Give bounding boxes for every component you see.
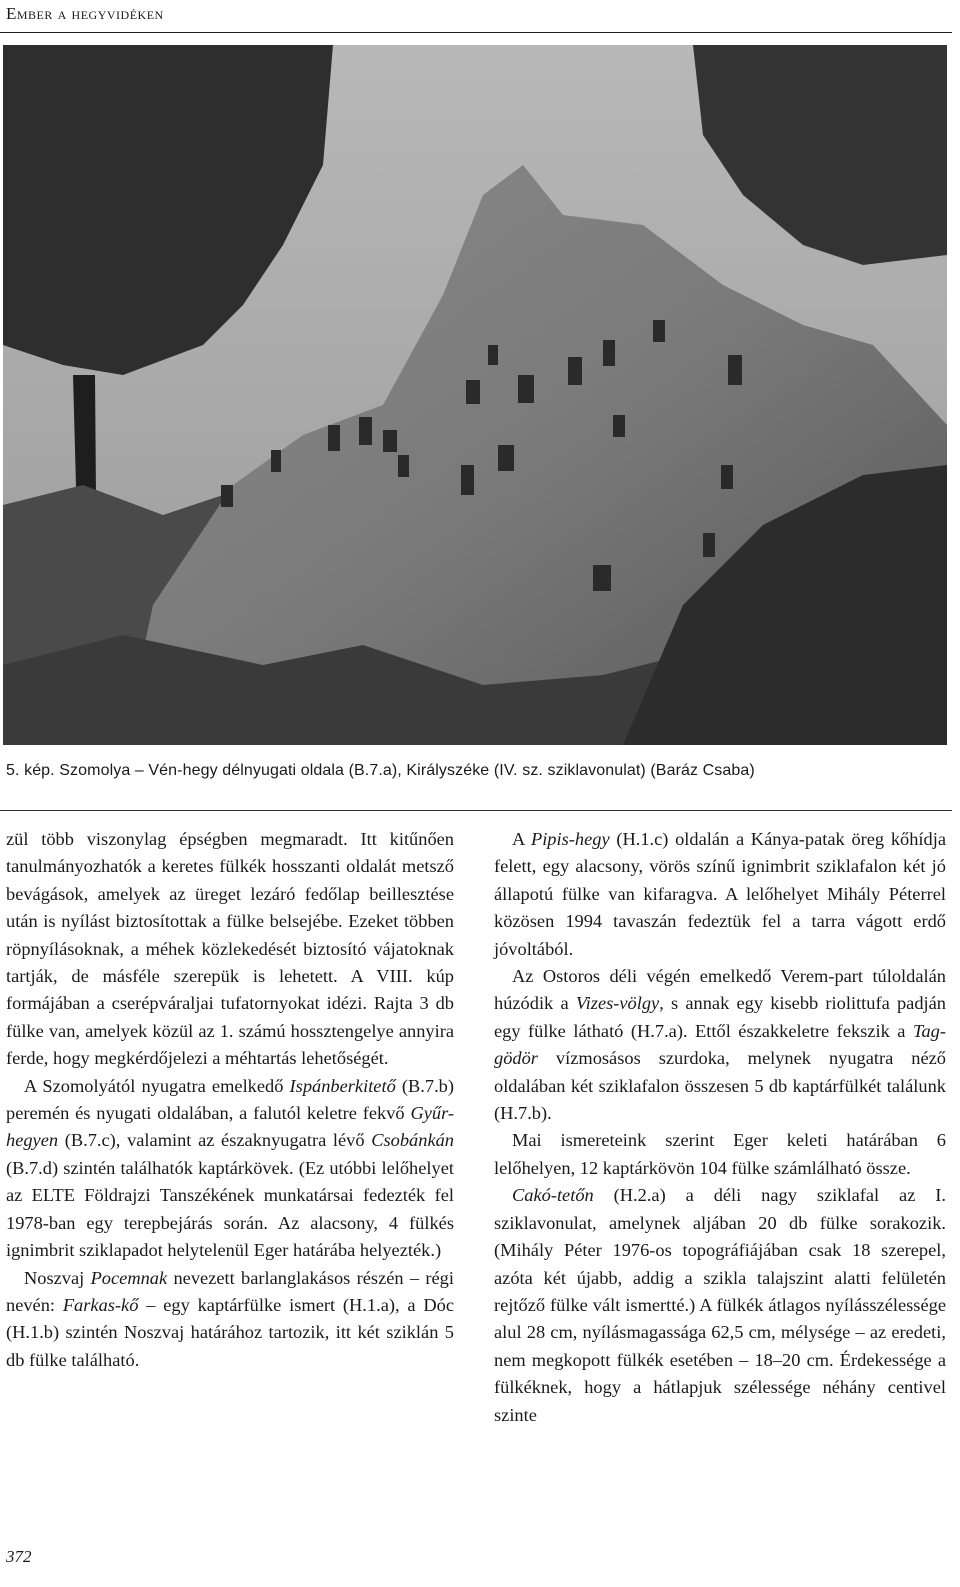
- caption-rule: [0, 810, 952, 811]
- left-paragraph-2: A Szomolyától nyugatra emelkedő Ispánberkitető (B.7.b) peremén és nyugati oldalában, a falutól keletre fekvő Gyűr-hegyen (B.7.c), valamint az északnyugatra lévő Csobánkán (B.7.d) szintén találhatók kaptárkövek. (Ez utóbbi lelőhelyet az ELTE Földrajzi Tanszékének munkatársai fedezték fel 1978-ban egy terepbejárás során. Az alacsony, 4 fülkés ignimbrit sziklapadot helytelenül Eger határába helyezték.): [6, 1075, 455, 1261]
- page-number: 372: [6, 1547, 32, 1566]
- place-name: Pipis-hegy: [530, 829, 610, 849]
- place-name: Ispánberkitető: [289, 1075, 396, 1096]
- right-column: [494, 826, 946, 1429]
- figure-caption: 5. kép. Szomolya – Vén-hegy délnyugati oldala (B.7.a), Királyszéke (IV. sz. sziklavonulat) (Baráz Csaba): [6, 762, 755, 779]
- right-paragraph-1: A Pipis-hegy (H.1.c) oldalán a Kánya-patak öreg kőhídja felett, egy alacsony, vörös színű ignimbrit sziklafalon két jó állapotú fülke van kifaragva. A lelőhelyet Mihály Péterrel közösen 1994 tavaszán fedeztük fel a tarra vágott erdő jóvoltából.: [494, 829, 946, 959]
- left-column: [6, 826, 454, 1374]
- place-name: Tag-gödör: [494, 1020, 946, 1069]
- place-name: Pocemnak: [90, 1267, 168, 1288]
- running-title: Ember a hegyvidéken: [6, 4, 164, 23]
- place-name: Csobánkán: [371, 1130, 454, 1151]
- right-paragraph-2: Az Ostoros déli végén emelkedő Verem-part túloldalán húzódik a Vizes-völgy, s annak egy kisebb riolittufa padján egy fülke látható (H.7.a). Ettől északkeletre fekszik a Tag-gödör vízmosásos szurdoka, melynek nyugatra néző oldalában két sziklafalon összesen 5 db kaptárfülkét találunk (H.7.b).: [494, 966, 946, 1124]
- place-name: Cakó-tetőn: [512, 1185, 594, 1206]
- right-paragraph-3: Mai ismereteink szerint Eger keleti határában 6 lelőhelyen, 12 kaptárkövön 104 fülke számlálható össze.: [494, 1130, 946, 1178]
- place-name: Farkas-kő: [62, 1294, 139, 1315]
- left-paragraph-3: Noszvaj Pocemnak nevezett barlanglakásos részén – régi nevén: Farkas-kő – egy kaptárfülke ismert (H.1.a), a Dóc (H.1.b) szintén Noszvaj határához tartozik, itt két sziklán 5 db fülke található.: [6, 1267, 454, 1370]
- place-name: Vizes-völgy: [575, 993, 660, 1014]
- place-name: Gyűr-hegyen: [6, 1103, 454, 1151]
- figure-photo: [3, 45, 947, 745]
- right-paragraph-4: Cakó-tetőn (H.2.a) a déli nagy sziklafal az I. sziklavonulat, amelynek aljában 20 db fülke sorakozik. (Mihály Péter 1976-os topográfiájában csak 18 szerepel, azóta két újabb, addig a szikla talajszint alatti felületén rejtőző fülke vált ismertté.) A fülkék átlagos nyílásszélessége alul 28 cm, nyílásmagassága 62,5 cm, mélysége – az eredeti, nem megkopott fülkék esetében – 18–20 cm. Érdekessége a fülkéknek, hogy a hátlapjuk szélessége néhány centivel szinte: [494, 1185, 946, 1425]
- rock-photo-illustration: [3, 45, 947, 745]
- header-rule: [0, 32, 952, 33]
- left-paragraph-1: zül több viszonylag épségben megmaradt. Itt kitűnően tanulmányozhatók a keretes fülkék hosszanti oldalát metsző bevágások, amelyek az üreget lezáró fedőlap beillesztése után is nyílást biztosítottak a fülke belsejébe. Ezeket többen röpnyílásoknak, a méhek közlekedését biztosító vájatoknak tartják, de másféle szerepük is lehetett. A VIII. kúp formájában a cserépváraljai tufatornyokat idézi. Rajta 3 db fülke van, amelyek közül az 1. számú hossztengelye annyira ferde, hogy megkérdőjelezi a méhtartás lehetőségét.: [6, 829, 454, 1069]
